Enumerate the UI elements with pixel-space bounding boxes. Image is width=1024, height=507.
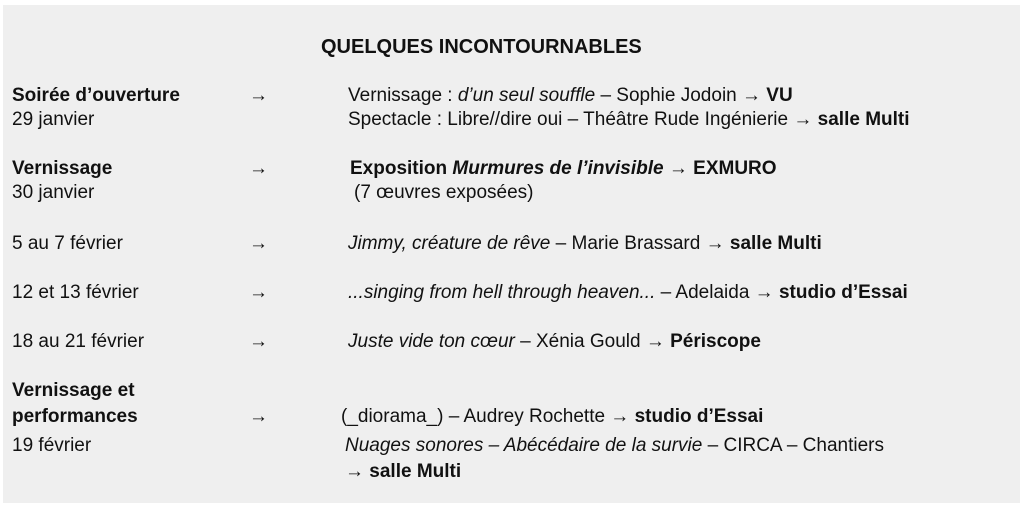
event-note: (7 œuvres exposées)	[354, 182, 534, 203]
event-date: 5 au 7 février	[12, 233, 123, 254]
event-detail: Nuages sonores – Abécédaire de la survie – CIRCA – Chantiers	[345, 435, 884, 456]
arrow-icon: →	[249, 85, 268, 106]
event-date: 18 au 21 février	[12, 331, 145, 352]
event-date: 29 janvier	[12, 109, 95, 130]
event-detail: Vernissage : d’un seul souffle – Sophie Jodoin → VU	[348, 85, 793, 106]
schedule-panel	[3, 5, 1020, 503]
arrow-icon: →	[249, 331, 268, 352]
event-detail: (_diorama_) – Audrey Rochette → studio d’Essai	[341, 406, 764, 427]
event-label: Soirée d’ouverture	[12, 85, 180, 106]
arrow-icon: →	[249, 158, 268, 179]
page-title: QUELQUES INCONTOURNABLES	[321, 36, 642, 58]
arrow-icon: →	[249, 233, 268, 254]
arrow-icon: →	[249, 406, 268, 427]
event-date: 19 février	[12, 435, 92, 456]
event-detail: Juste vide ton cœur – Xénia Gould → Périscope	[348, 331, 761, 352]
event-date: 30 janvier	[12, 182, 95, 203]
event-detail: Exposition Murmures de l’invisible → EXMURO	[350, 158, 777, 179]
event-detail: Jimmy, créature de rêve – Marie Brassard → salle Multi	[348, 233, 822, 254]
event-detail: → salle Multi	[345, 461, 462, 482]
arrow-icon: →	[249, 282, 268, 303]
event-label: Vernissage et	[12, 380, 135, 401]
event-label: Vernissage	[12, 158, 113, 179]
event-detail: ...singing from hell through heaven... – Adelaida → studio d’Essai	[348, 282, 908, 303]
event-date: 12 et 13 février	[12, 282, 139, 303]
event-detail: Spectacle : Libre//dire oui – Théâtre Rude Ingénierie → salle Multi	[348, 109, 910, 130]
event-label: performances	[12, 406, 138, 427]
